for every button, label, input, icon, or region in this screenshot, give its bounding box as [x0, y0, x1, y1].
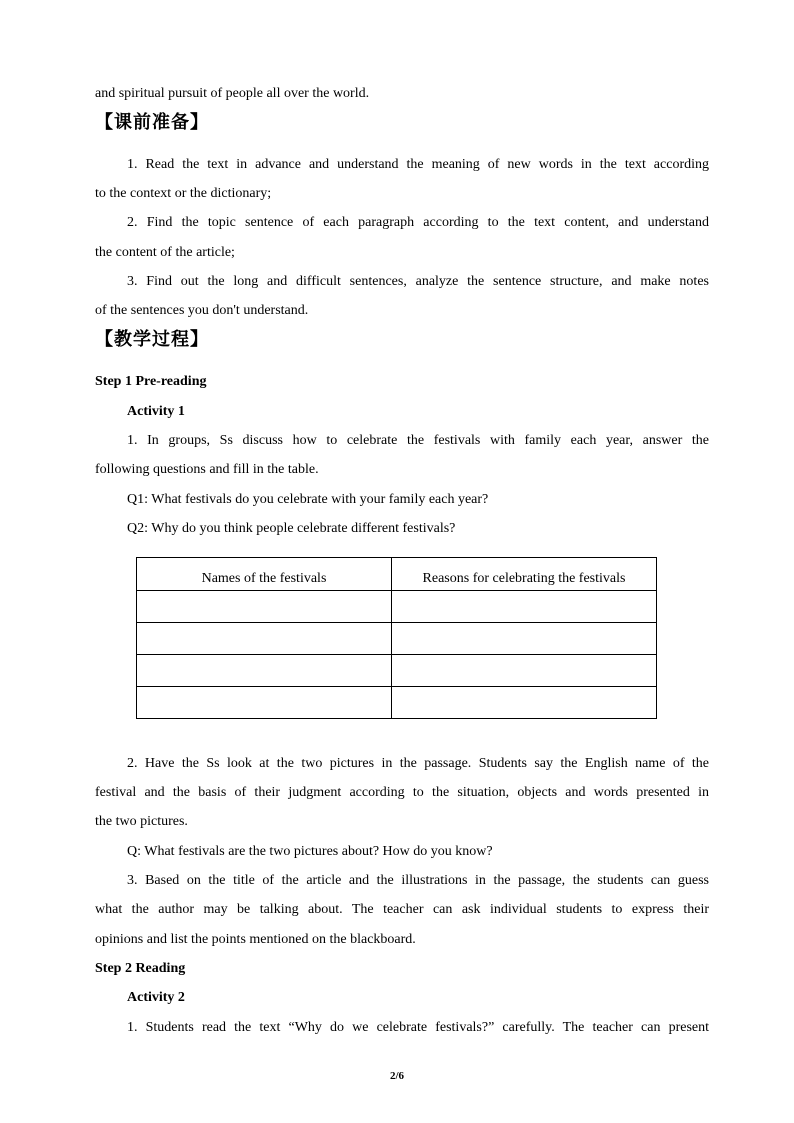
- section-heading-process: 【教学过程】: [95, 329, 209, 350]
- paragraph-line: following questions and fill in the table.: [95, 462, 319, 477]
- paragraph-line: to the context or the dictionary;: [95, 186, 272, 201]
- paragraph-line: 1. Read the text in advance and understand the meaning of new words in the text according: [127, 157, 709, 172]
- table-row: [137, 655, 657, 687]
- table-cell: [392, 623, 657, 655]
- question-line: Q: What festivals are the two pictures about? How do you know?: [127, 844, 493, 859]
- paragraph-line: 2. Have the Ss look at the two pictures in the passage. Students say the English name of the: [127, 756, 709, 771]
- table-cell: [137, 655, 392, 687]
- question-line: Q2: Why do you think people celebrate different festivals?: [127, 521, 456, 536]
- table-header-cell: Reasons for celebrating the festivals: [392, 558, 657, 591]
- step-heading: Step 2 Reading: [95, 961, 186, 976]
- question-line: Q1: What festivals do you celebrate with your family each year?: [127, 492, 489, 507]
- paragraph-line: 1. In groups, Ss discuss how to celebrate the festivals with family each year, answer the: [127, 433, 709, 448]
- table-cell: [392, 655, 657, 687]
- table-row: [137, 591, 657, 623]
- paragraph-line: what the author may be talking about. The teacher can ask individual students to express their: [95, 902, 709, 917]
- table-cell: [137, 591, 392, 623]
- activity-heading: Activity 1: [127, 404, 185, 419]
- paragraph-line: the content of the article;: [95, 245, 235, 260]
- paragraph-line: opinions and list the points mentioned on the blackboard.: [95, 932, 416, 947]
- table-row: [137, 623, 657, 655]
- activity-heading: Activity 2: [127, 990, 185, 1005]
- paragraph-line: of the sentences you don't understand.: [95, 303, 309, 318]
- section-heading-preparation: 【课前准备】: [95, 112, 209, 133]
- paragraph-line: festival and the basis of their judgment according to the situation, objects and words presented in: [95, 785, 709, 800]
- paragraph-line: the two pictures.: [95, 814, 188, 829]
- page-number: 2/6: [389, 1070, 405, 1082]
- festivals-table: [136, 557, 657, 719]
- table-cell: [137, 687, 392, 719]
- table-header-cell: Names of the festivals: [137, 558, 392, 591]
- table-cell: [137, 623, 392, 655]
- paragraph-line: 2. Find the topic sentence of each paragraph according to the text content, and understand: [127, 215, 709, 230]
- table-cell: [392, 687, 657, 719]
- paragraph-line: 3. Find out the long and difficult sentences, analyze the sentence structure, and make notes: [127, 274, 709, 289]
- paragraph-line: 1. Students read the text “Why do we celebrate festivals?” carefully. The teacher can present: [127, 1020, 709, 1035]
- paragraph-line: 3. Based on the title of the article and the illustrations in the passage, the students can guess: [127, 873, 709, 888]
- table-header-row: [137, 558, 657, 591]
- table-cell: [392, 591, 657, 623]
- paragraph-line: and spiritual pursuit of people all over the world.: [95, 86, 370, 101]
- table-row: [137, 687, 657, 719]
- step-heading: Step 1 Pre-reading: [95, 374, 207, 389]
